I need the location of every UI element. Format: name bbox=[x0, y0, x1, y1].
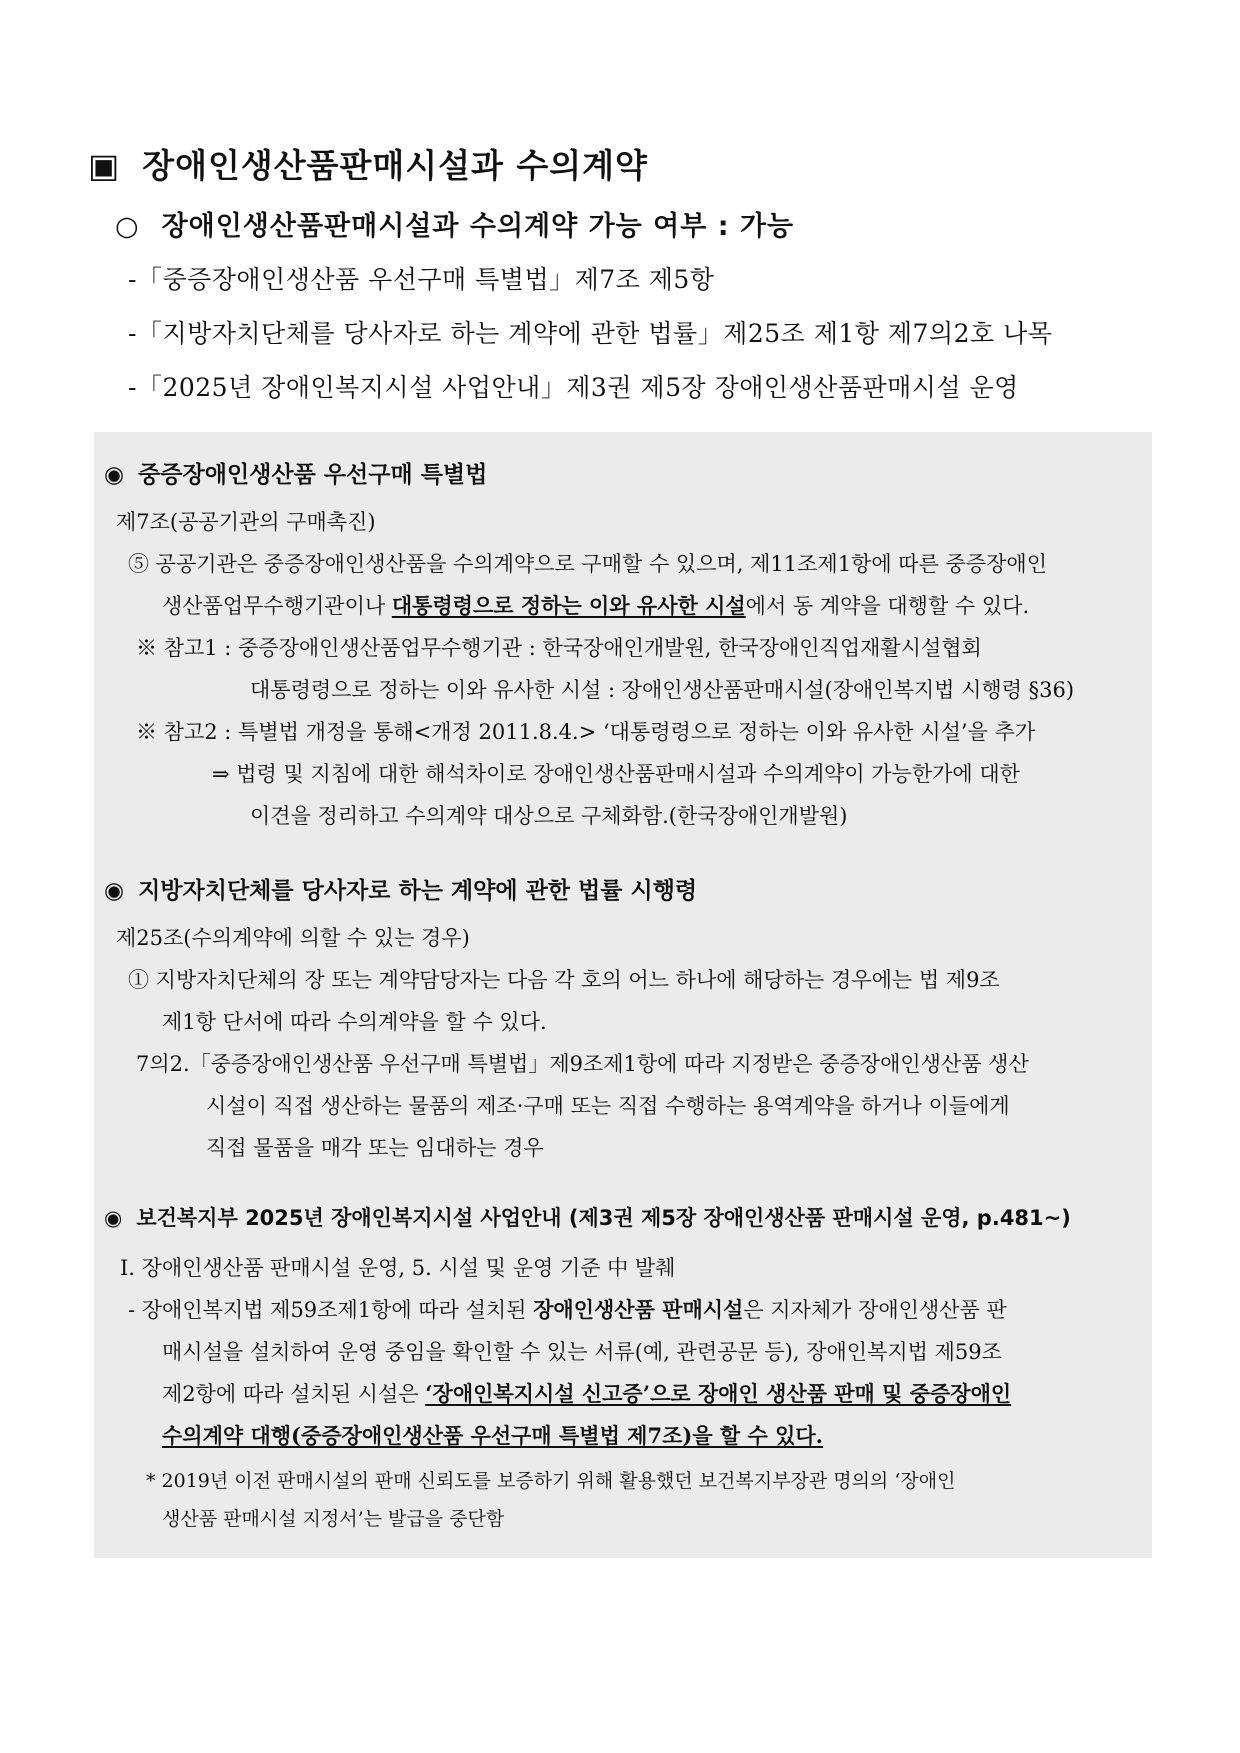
target-bullet-icon: ◉ bbox=[104, 1206, 123, 1230]
paragraph-line: 제1항 단서에 따라 수의계약을 할 수 있다. bbox=[162, 1010, 547, 1034]
emphasized-text: 대통령령으로 정하는 이와 유사한 시설 bbox=[391, 593, 746, 618]
paragraph-line: ⑤ 공공기관은 중증장애인생산품을 수의계약으로 구매할 수 있으며, 제11조제1항에 따른 중증장애인 bbox=[128, 552, 1047, 576]
target-bullet-icon: ◉ bbox=[104, 462, 125, 488]
paragraph-line: ① 지방자치단체의 장 또는 계약담당자는 다음 각 호의 어느 하나에 해당하는 경우에는 법 제9조 bbox=[128, 968, 1000, 992]
page-title-text: 장애인생산품판매시설과 수의계약 bbox=[142, 146, 648, 185]
paragraph-line: 매시설을 설치하여 운영 중임을 확인할 수 있는 서류(예, 관련공문 등), 장애인복지법 제59조 bbox=[162, 1340, 1002, 1364]
square-bullet-icon: ▣ bbox=[88, 146, 121, 185]
reference-box bbox=[94, 432, 1152, 1558]
note-line: ⇒ 법령 및 지침에 대한 해석차이로 장애인생산품판매시설과 수의계약이 가능한가에 대한 bbox=[212, 762, 1020, 786]
section-title-special-act: ◉ 중증장애인생산품 우선구매 특별법 bbox=[104, 462, 488, 488]
emphasized-text: ‘장애인복지시설 신고증’으로 장애인 생산품 판매 및 중증장애인 bbox=[425, 1381, 1012, 1406]
note-line: 대통령령으로 정하는 이와 유사한 시설 : 장애인생산품판매시설(장애인복지법 시행령 §36) bbox=[250, 678, 1075, 702]
section-title-guideline: ◉ 보건복지부 2025년 장애인복지시설 사업안내 (제3권 제5장 장애인생산품 판매시설 운영, p.481~) bbox=[104, 1206, 1071, 1230]
emphasized-text: 장애인생산품 판매시설 bbox=[533, 1297, 744, 1322]
article-heading: 제7조(공공기관의 구매촉진) bbox=[116, 510, 376, 534]
article-heading: 제25조(수의계약에 의할 수 있는 경우) bbox=[116, 926, 470, 950]
legal-basis-3: -「2025년 장애인복지시설 사업안내」제3권 제5장 장애인생산품판매시설 운영 bbox=[128, 373, 1019, 402]
footnote-line: 생산품 판매시설 지정서’는 발급을 중단함 bbox=[162, 1508, 505, 1530]
subheading-text: 장애인생산품판매시설과 수의계약 가능 여부 : 가능 bbox=[161, 211, 795, 242]
note-line: 이견을 정리하고 수의계약 대상으로 구체화함.(한국장애인개발원) bbox=[250, 804, 848, 828]
note-line: ※ 참고1 : 중증장애인생산품업무수행기관 : 한국장애인개발원, 한국장애인직업재활시설협회 bbox=[136, 636, 982, 660]
note-line: ※ 참고2 : 특별법 개정을 통해<개정 2011.8.4.> ‘대통령령으로 정하는 이와 유사한 시설’을 추가 bbox=[136, 720, 1036, 744]
section-subtitle: Ⅰ. 장애인생산품 판매시설 운영, 5. 시설 및 운영 기준 中 발췌 bbox=[120, 1256, 676, 1280]
subheading bbox=[115, 204, 794, 243]
page-title bbox=[88, 140, 648, 187]
legal-basis-1: -「중증장애인생산품 우선구매 특별법」제7조 제5항 bbox=[128, 265, 715, 294]
target-bullet-icon: ◉ bbox=[104, 878, 125, 904]
item-line: 7의2.「중증장애인생산품 우선구매 특별법」제9조제1항에 따라 지정받은 중증장애인생산품 생산 bbox=[136, 1052, 1029, 1076]
footnote-line: * 2019년 이전 판매시설의 판매 신뢰도를 보증하기 위해 활용했던 보건복지부장관 명의의 ‘장애인 bbox=[146, 1470, 956, 1492]
item-line: 직접 물품을 매각 또는 임대하는 경우 bbox=[206, 1136, 544, 1160]
emphasized-text: 수의계약 대행(중증장애인생산품 우선구매 특별법 제7조)을 할 수 있다. bbox=[162, 1423, 823, 1448]
legal-basis-2: -「지방자치단체를 당사자로 하는 계약에 관한 법률」제25조 제1항 제7의2호 나목 bbox=[128, 319, 1053, 348]
circle-bullet-icon: ○ bbox=[115, 211, 140, 242]
item-line: 시설이 직접 생산하는 물품의 제조·구매 또는 직접 수행하는 용역계약을 하거나 이들에게 bbox=[206, 1094, 1010, 1118]
paragraph-line: - 장애인복지법 제59조제1항에 따라 설치된 장애인생산품 판매시설은 지자체가 장애인생산품 판 bbox=[128, 1297, 1007, 1322]
paragraph-line: 생산품업무수행기관이나 대통령령으로 정하는 이와 유사한 시설에서 동 계약을 대행할 수 있다. bbox=[162, 593, 1030, 618]
paragraph-line: 제2항에 따라 설치된 시설은 ‘장애인복지시설 신고증’으로 장애인 생산품 판매 및 중증장애인 bbox=[162, 1381, 1012, 1406]
section-title-local-contract-act: ◉ 지방자치단체를 당사자로 하는 계약에 관한 법률 시행령 bbox=[104, 878, 698, 904]
paragraph-line bbox=[162, 1420, 823, 1450]
